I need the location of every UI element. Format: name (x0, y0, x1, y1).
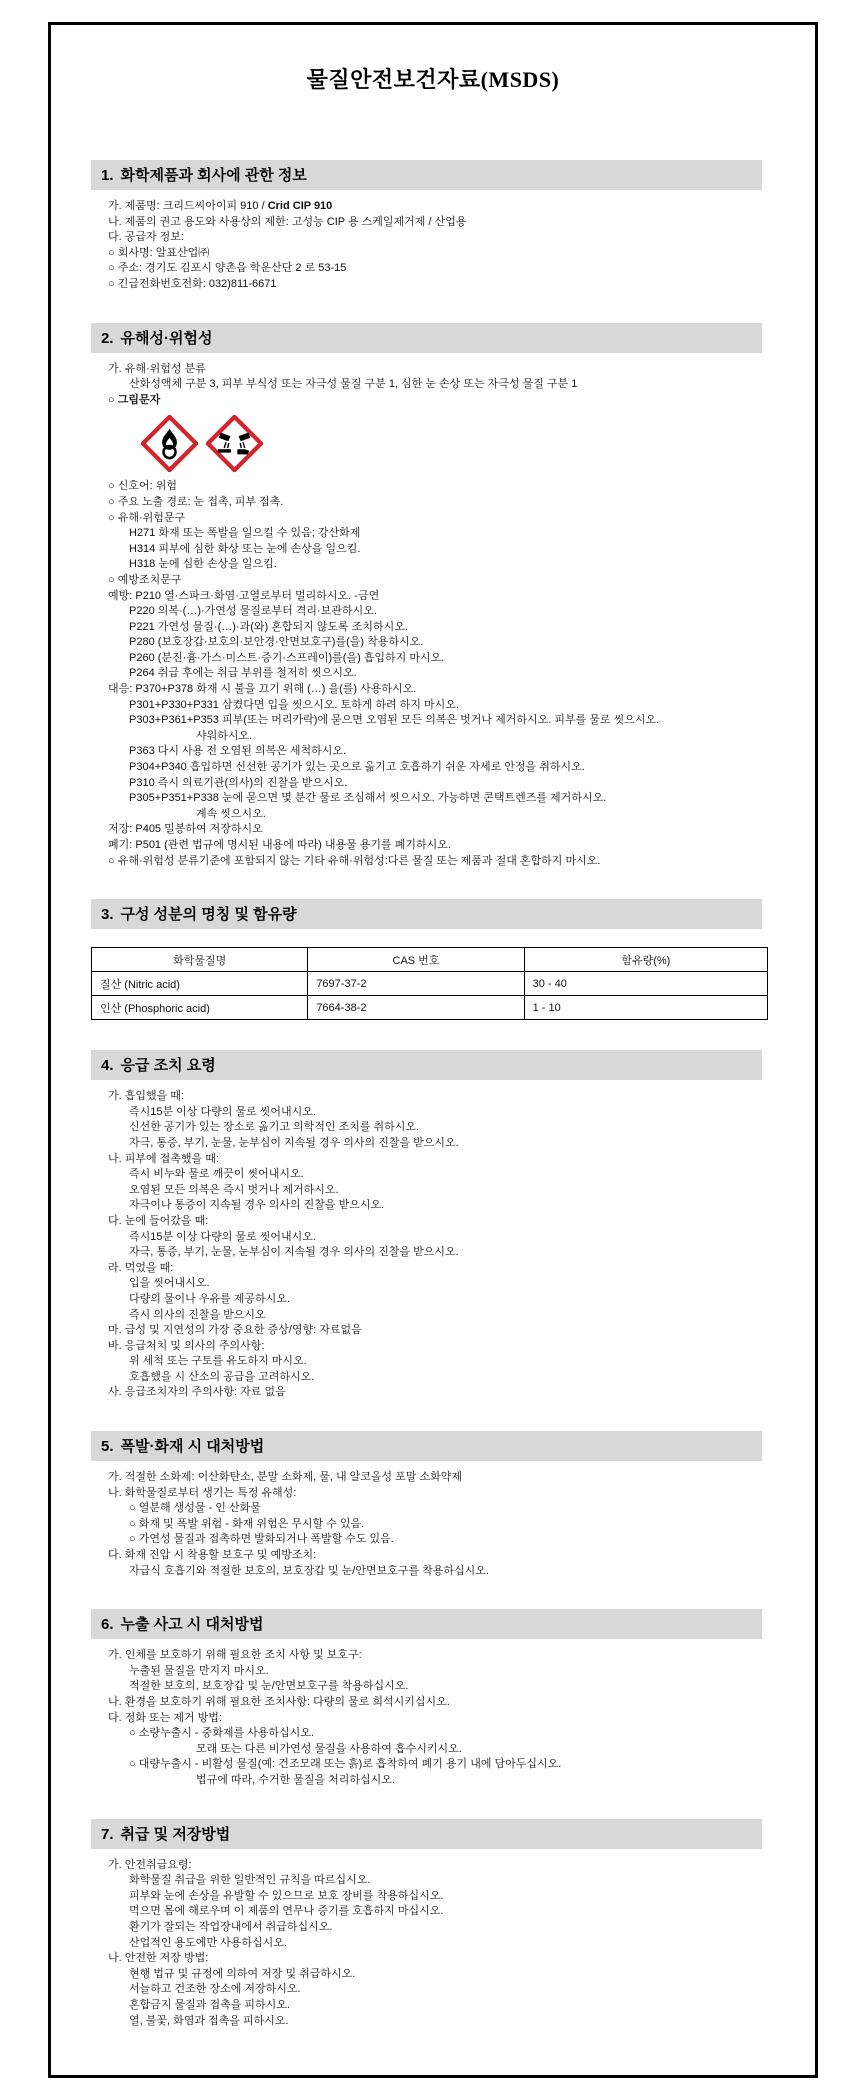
section-number: 4. (101, 1057, 114, 1075)
text-line: 피부와 눈에 손상을 유발할 수 있으므로 보호 장비를 착용하십시오. (129, 1889, 444, 1902)
text-line: ○ 예방조치문구 (108, 573, 182, 586)
text-line: ○ 가연성 물질과 접촉하면 발화되거나 폭발할 수도 있음. (129, 1533, 394, 1546)
section-content-3 (51, 947, 815, 1020)
section-content-2 (51, 362, 815, 870)
composition-table (91, 947, 768, 1020)
text-line: 폐기: P501 (관련 법규에 명시된 내용에 따라) 내용물 용기를 폐기하시오. (108, 839, 451, 851)
text-line: 현행 법규 및 규정에 의하여 저장 및 취급하시오. (129, 1967, 356, 1980)
text-line: P303+P361+P353 피부(또는 머리카락)에 묻으면 오염된 모든 의복은 벗거나 제거하시오. 피부를 물로 씻으시오. (129, 714, 660, 727)
text-line: 화학물질 취급을 위한 일반적인 규칙을 따르십시오. (129, 1874, 371, 1887)
text-line: 누출된 물질을 만지지 마시오. (129, 1664, 269, 1677)
section-number: 3. (101, 906, 114, 924)
text-line: 다. 공급자 정보: (108, 231, 184, 244)
section-number: 5. (101, 1438, 114, 1456)
section-number: 7. (101, 1825, 114, 1843)
text-line: 저장: P405 밀봉하여 저장하시오 (108, 823, 263, 836)
text-line: 계속 씻으시오. (196, 807, 266, 820)
section-header-4 (91, 1050, 762, 1080)
table-header-cell: 화학물질명 (92, 948, 308, 972)
text-line: 나. 화학물질로부터 생기는 특정 유해성: (108, 1486, 297, 1499)
section-header-6 (91, 1609, 762, 1639)
section-title: 누출 사고 시 대처방법 (120, 1616, 264, 1634)
text-line: 자극, 통증, 부기, 눈물, 눈부심이 지속될 경우 의사의 진찰을 받으시오. (129, 1136, 459, 1149)
text-line: 다량의 물이나 우유를 제공하시오. (129, 1292, 290, 1305)
text-line: 나. 제품의 권고 용도와 사용상의 제한: 고성능 CIP 용 스케일제거제 / 산업용 (108, 215, 467, 228)
text-line: 즉시15분 이상 다량의 물로 씻어내시오. (129, 1230, 316, 1243)
text-line: 바. 응급처치 및 의사의 주의사항: (108, 1339, 265, 1352)
text-line: P301+P330+P331 삼켰다면 입을 씻으시오. 토하게 하려 하지 마시오. (129, 698, 459, 711)
section-title: 폭발·화재 시 대처방법 (120, 1438, 265, 1456)
ghs03-flame-over-circle-icon (141, 415, 198, 472)
table-cell: 7664-38-2 (308, 996, 524, 1020)
section-title: 응급 조치 요령 (120, 1057, 216, 1075)
text-line: ○ 신호어: 위험 (108, 480, 177, 493)
text-line: ○ 주요 노출 경로: 눈 접촉, 피부 접촉. (108, 495, 284, 508)
text-line: ○ 긴급전화번호전화: 032)811-6671 (108, 277, 277, 290)
text-line: 가. 인체를 보호하기 위해 필요한 조치 사항 및 보호구: (108, 1649, 362, 1662)
text-line: 나. 안전한 저장 방법: (108, 1952, 209, 1965)
section-title: 구성 성분의 명칭 및 함유량 (120, 906, 297, 924)
section-header-7 (91, 1819, 762, 1849)
text-line: 가. 유해·위험성 분류 (108, 362, 206, 375)
text-line: ○ 대량누출시 - 비활성 물질(예: 건조모래 또는 흙)로 흡착하여 폐기 용기 내에 담아두십시오. (129, 1758, 562, 1771)
text-line: 호흡했을 시 산소의 공급을 고려하시오. (129, 1370, 315, 1383)
text-segment: 가. 제품명: 크리드씨아이피 910 / (108, 200, 268, 212)
text-line: 신선한 공기가 있는 장소로 옮기고 의학적인 조치를 취하시오. (129, 1121, 420, 1134)
text-line: P280 (보호장갑·보호의·보안경·안면보호구)를(을) 착용하시오. (129, 636, 424, 649)
text-line: 먹으면 몸에 해로우며 이 제품의 연무나 증기를 호흡하지 마십시오. (129, 1905, 444, 1918)
bold-text-segment: 그림문자 (117, 393, 161, 406)
table-cell: 1 - 10 (524, 996, 767, 1020)
text-line: 열, 불꽃, 화염과 접촉을 피하시오. (129, 2014, 289, 2027)
section-title: 화학제품과 회사에 관한 정보 (120, 167, 307, 184)
bold-text-segment: Crid CIP 910 (267, 200, 333, 212)
text-line: P304+P340 흡입하면 신선한 공기가 있는 곳으로 옮기고 호흡하기 쉬운 자세로 안정을 취하시오. (129, 761, 585, 774)
text-line: 가. 흡입했을 때: (108, 1090, 184, 1103)
table-header-cell: CAS 번호 (308, 948, 524, 972)
table-header-row (92, 948, 768, 972)
section-content-7 (51, 1858, 815, 2030)
text-line: ○ 회사명: 알표산업㈜ (108, 246, 210, 259)
text-line: H318 눈에 심한 손상을 일으킴. (129, 558, 277, 571)
section-header-2 (91, 323, 762, 353)
section-content-4 (51, 1089, 815, 1401)
text-line: 환기가 잘되는 작업장내에서 취급하십시오. (129, 1920, 333, 1933)
text-line: ○ 유해·위험문구 (108, 511, 186, 524)
text-line: 자극, 통증, 부기, 눈물, 눈부심이 지속될 경우 의사의 진찰을 받으시오. (129, 1246, 459, 1259)
text-segment: ○ (108, 393, 118, 406)
table-row (92, 996, 768, 1020)
text-line: ○ 소량누출시 - 중화제를 사용하십시오. (129, 1727, 314, 1740)
text-line: 오염된 모든 의복은 즉시 벗거나 제거하시오. (129, 1183, 339, 1196)
msds-page (48, 22, 818, 2078)
text-line (51, 393, 815, 409)
text-line: 다. 정화 또는 제거 방법: (108, 1711, 222, 1724)
document-title: 물질안전보건자료(MSDS) (306, 67, 560, 92)
text-line: 마. 급성 및 지연성의 가장 중요한 증상/영향: 자료없음 (108, 1324, 362, 1337)
text-line: 예방: P210 열·스파크·화염·고열로부터 멀리하시오. -금연 (108, 589, 380, 602)
text-line: 입을 씻어내시오. (129, 1277, 210, 1290)
text-line: P260 (분진·흄·가스·미스트·증기·스프레이)를(을) 흡입하지 마시오. (129, 651, 445, 664)
ghs05-corrosion-icon (206, 415, 263, 472)
table-cell: 7697-37-2 (308, 972, 524, 996)
table-cell: 30 - 40 (524, 972, 767, 996)
text-line: 혼합금지 물질과 접촉을 피하시오. (129, 1998, 290, 2011)
text-line: 샤워하시오. (196, 729, 253, 742)
text-line: P221 가연성 물질·(…)·과(와) 혼합되지 않도록 조치하시오. (129, 620, 408, 633)
text-line: 나. 환경을 보호하기 위해 필요한 조치사항: 다량의 물로 희석시키십시오. (108, 1696, 450, 1708)
text-line: 즉시 비누와 물로 깨끗이 씻어내시오. (129, 1168, 304, 1181)
text-line: ○ 유해·위험성 분류기준에 포함되지 않는 기타 유해·위험성:다른 물질 또는 제품과 절대 혼합하지 마시오. (108, 854, 601, 867)
text-line: 가. 안전취급요령: (108, 1858, 192, 1871)
text-line: ○ 화재 및 폭발 위험 - 화재 위험은 무시할 수 있음. (129, 1517, 365, 1530)
text-line: 사. 응급조치자의 주의사항: 자료 없음 (108, 1386, 286, 1399)
text-line: P363 다시 사용 전 오염된 의복은 세척하시오. (129, 745, 347, 758)
table-row (92, 972, 768, 996)
text-line: 대응: P370+P378 화재 시 불을 끄기 위해 (…) 을(를) 사용하시오. (108, 683, 417, 696)
text-line: 산업적인 용도에만 사용하십시오. (129, 1936, 287, 1949)
section-content-5 (51, 1470, 815, 1579)
text-line: 다. 눈에 들어갔을 때: (108, 1214, 209, 1227)
text-line: P220 의복·(…)·가연성 물질로부터 격리·보관하시오. (129, 605, 377, 618)
text-line: 다. 화재 진압 시 착용할 보호구 및 예방조치: (108, 1549, 317, 1562)
text-line: P305+P351+P338 눈에 묻으면 몇 분간 물로 조심해서 씻으시오. 가능하면 콘택트렌즈를 제거하시오. (129, 792, 607, 805)
text-line: P264 취급 후에는 취급 부위를 철저히 씻으시오. (129, 667, 357, 680)
text-line: 서늘하고 건조한 장소에 저장하시오. (129, 1983, 301, 1996)
text-line: 자급식 호흡기와 적절한 보호의, 보호장갑 및 눈/안면보호구를 착용하십시오. (129, 1564, 489, 1577)
text-line: 법규에 따라, 수거한 물질을 처리하십시오. (196, 1773, 395, 1786)
text-line: 자극이나 통증이 지속될 경우 의사의 진찰을 받으시오. (129, 1199, 385, 1212)
section-title: 유해성·위험성 (120, 329, 213, 347)
section-header-5 (91, 1431, 762, 1461)
text-line: ○ 열분해 생성물 - 인 산화물 (129, 1502, 261, 1515)
text-line: 즉시15분 이상 다량의 물로 씻어내시오. (129, 1105, 316, 1118)
table-cell: 인산 (Phosphoric acid) (92, 996, 308, 1020)
text-line: 나. 피부에 접촉했을 때: (108, 1152, 219, 1165)
text-line: 라. 먹었을 때: (108, 1261, 174, 1274)
section-header-3 (91, 899, 762, 929)
table-header-cell: 함유량(%) (524, 948, 767, 972)
text-line: 위 세척 또는 구토를 유도하지 마시오. (129, 1355, 307, 1368)
section-number: 1. (101, 167, 114, 184)
sections-container (51, 160, 815, 2029)
text-line: P310 즉시 의료기관(의사)의 진찰을 받으시오. (129, 776, 348, 789)
text-line: 적절한 보호의, 보호장갑 및 눈/안면보호구를 착용하십시오. (129, 1680, 409, 1693)
section-content-6 (51, 1648, 815, 1788)
section-title: 취급 및 저장방법 (120, 1825, 231, 1843)
ghs-pictogram-row (141, 412, 815, 474)
text-line: ○ 주소: 경기도 김포시 양촌읍 학운산단 2 로 53-15 (108, 262, 347, 275)
text-line: H314 피부에 심한 화상 또는 눈에 손상을 일으킴. (129, 542, 361, 555)
text-line: 모래 또는 다른 비가연성 물질을 사용하여 흡수시키시오. (196, 1742, 462, 1755)
table-cell: 질산 (Nitric acid) (92, 972, 308, 996)
section-content-1 (51, 199, 815, 293)
section-number: 2. (101, 329, 114, 347)
text-line: 가. 적절한 소화제: 이산화탄소, 분말 소화제, 물, 내 알코올성 포말 소화약제 (108, 1471, 462, 1484)
section-number: 6. (101, 1616, 114, 1634)
text-line: H271 화재 또는 폭발을 일으킬 수 있음; 강산화제 (129, 527, 361, 540)
text-line (51, 199, 815, 215)
section-header-1 (91, 160, 762, 190)
text-line: 즉시 의사의 진찰을 받으시오 (129, 1308, 266, 1321)
text-line: 산화성액체 구분 3, 피부 부식성 또는 자극성 물질 구분 1, 심한 눈 손상 또는 자극성 물질 구분 1 (129, 378, 578, 391)
